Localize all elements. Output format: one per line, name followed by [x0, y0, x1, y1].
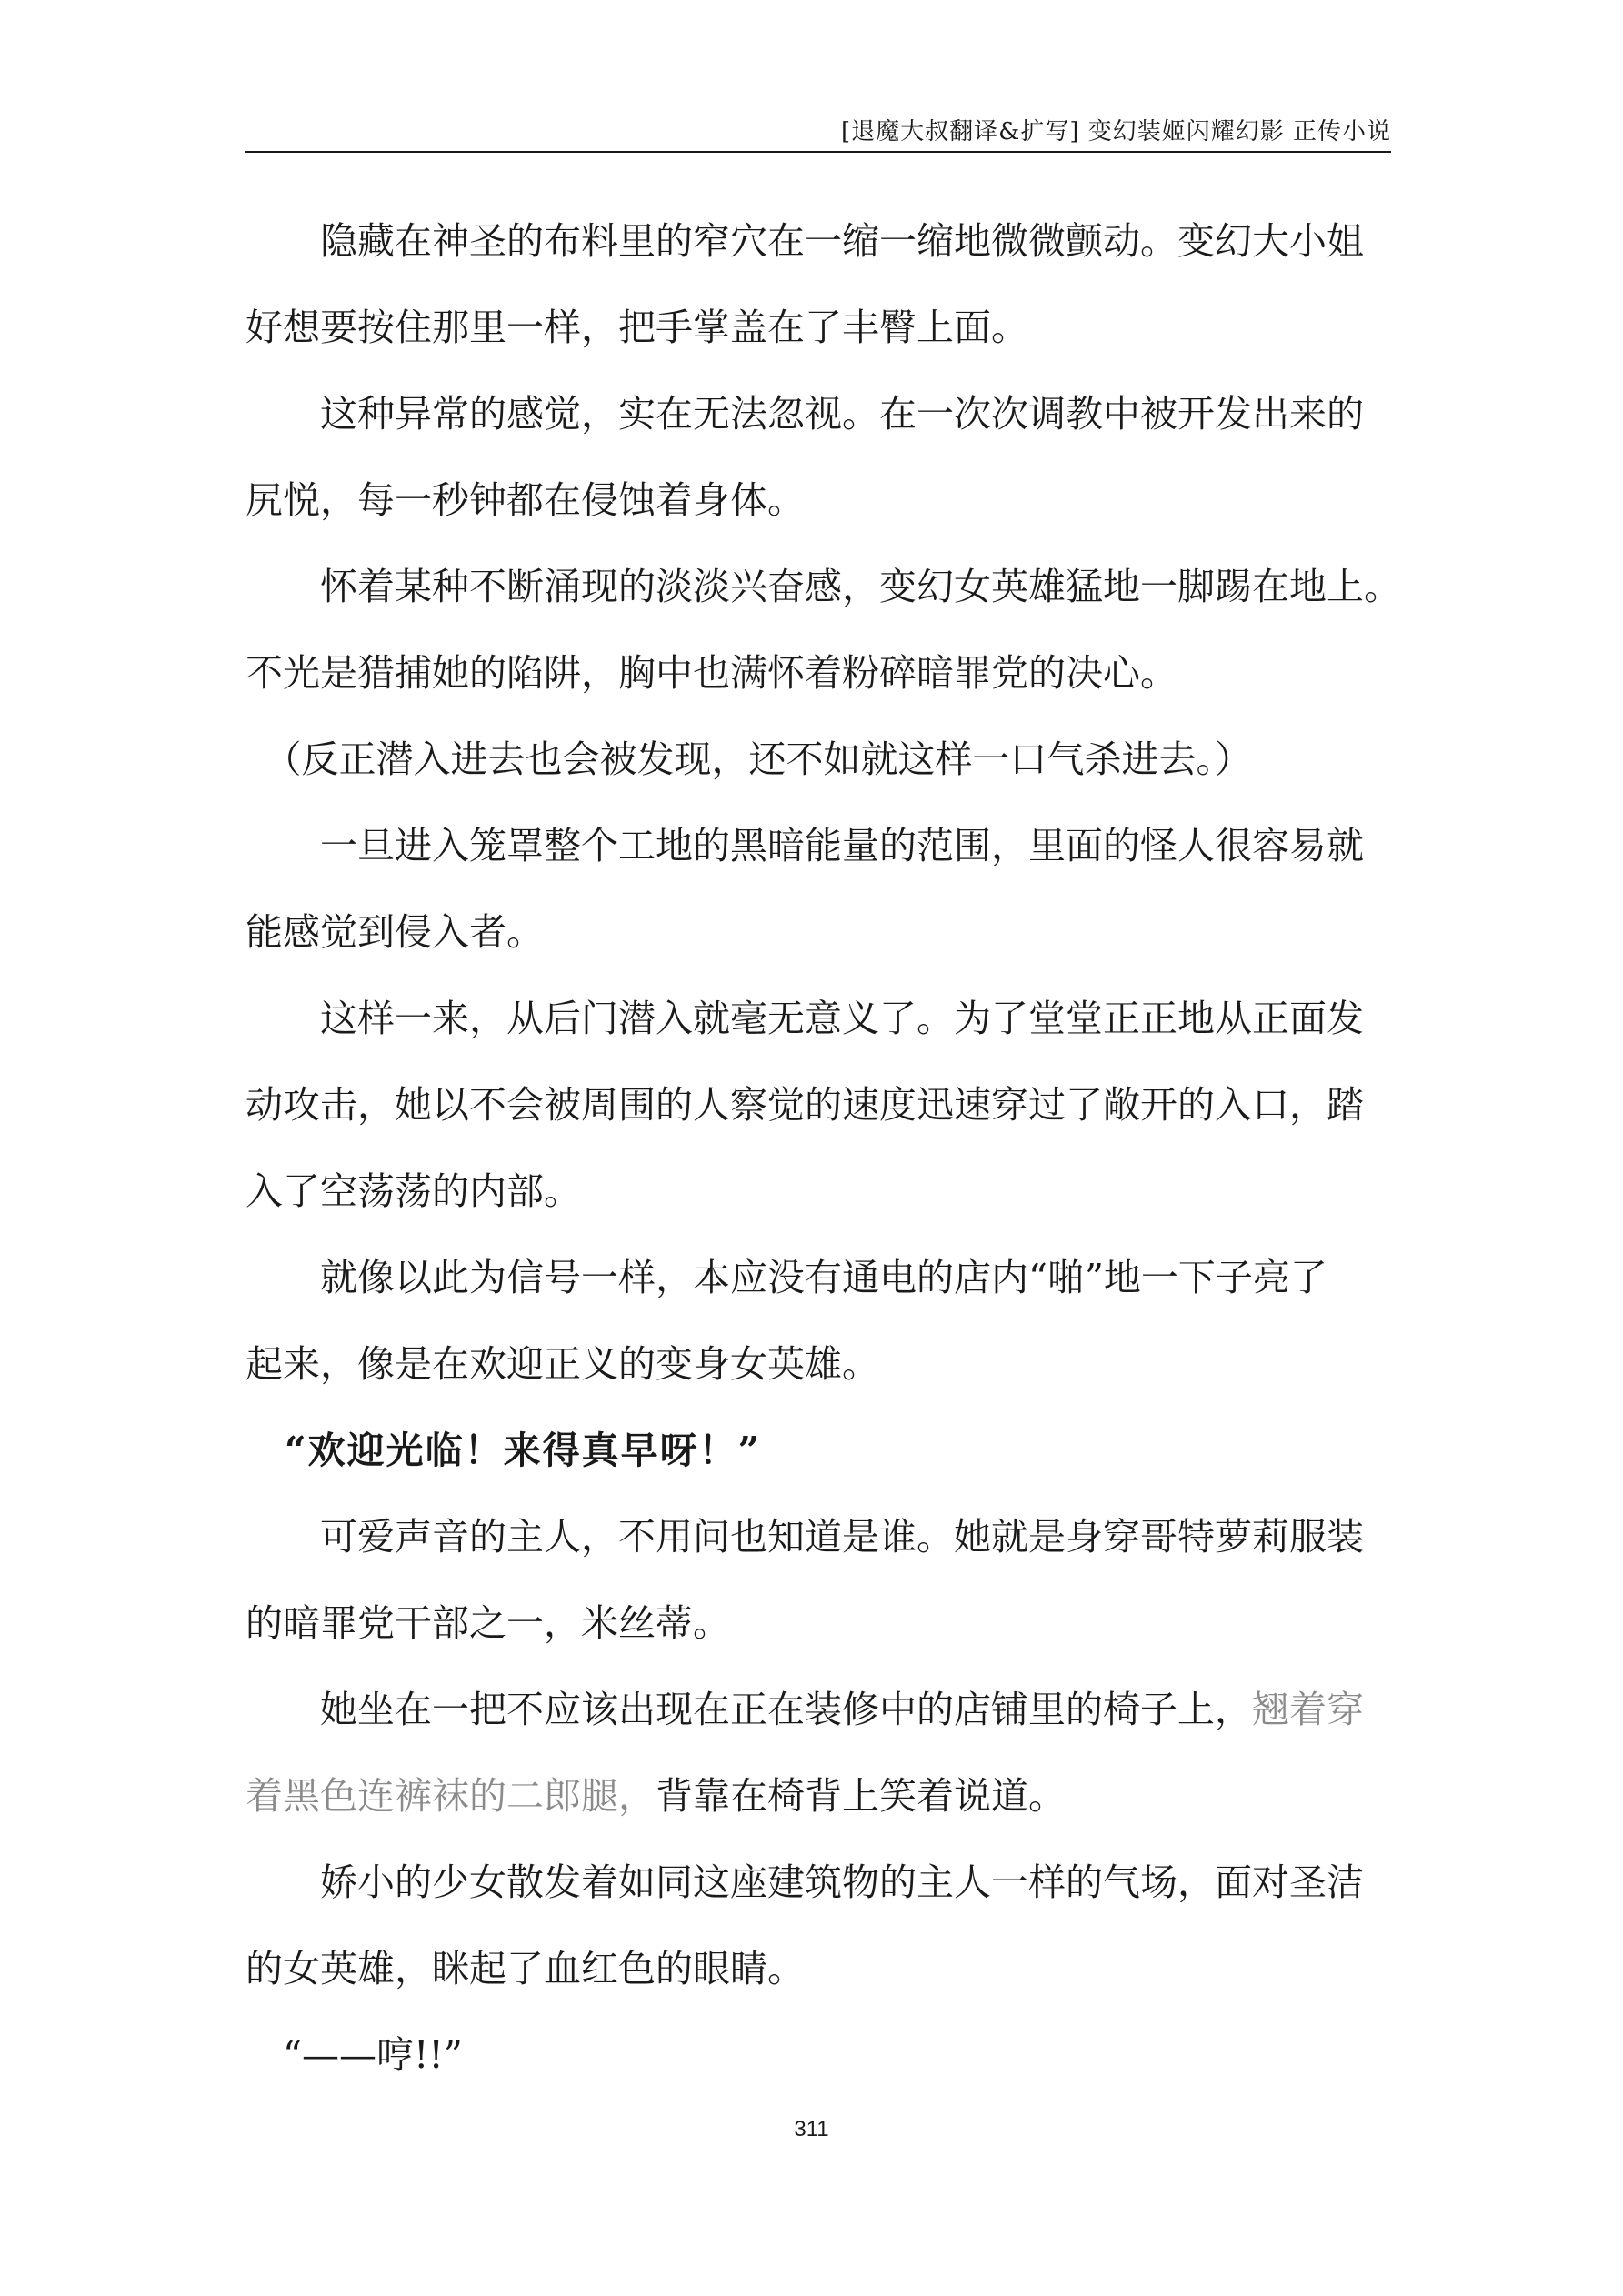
paragraph-line: 起来，像是在欢迎正义的变身女英雄。	[245, 1342, 879, 1386]
page-header: [退魔大叔翻译&扩写] 变幻装姬闪耀幻影 正传小说	[841, 118, 1391, 145]
paragraph-line: 的暗罪党干部之一，米丝蒂。	[245, 1601, 730, 1645]
paragraph-line	[245, 1667, 1391, 1753]
paragraph-line: 一旦进入笼罩整个工地的黑暗能量的范围，里面的怪人很容易就	[245, 824, 1364, 867]
dialogue-line: “欢迎光临！来得真早呀！”	[245, 1429, 762, 1472]
paragraph-line: 隐藏在神圣的布料里的窄穴在一缩一缩地微微颤动。变幻大小姐	[245, 219, 1364, 263]
paragraph-line: 好想要按住那里一样，把手掌盖在了丰臀上面。	[245, 306, 1028, 349]
paragraph-line: 就像以此为信号一样，本应没有通电的店内“啪”地一下子亮了	[245, 1256, 1327, 1299]
paragraph-line: （反正潜入进去也会被发现，还不如就这样一口气杀进去。）	[245, 737, 1252, 781]
paragraph-line: 这样一来，从后门潜入就毫无意义了。为了堂堂正正地从正面发	[245, 997, 1364, 1040]
paragraph-line: 尻悦，每一秒钟都在侵蚀着身体。	[245, 478, 805, 522]
dialogue-line: “——哼!!”	[245, 2033, 463, 2077]
text-segment: 她坐在一把不应该出现在正在装修中的店铺里的椅子上，	[245, 1688, 1252, 1731]
paragraph-line: 怀着某种不断涌现的淡淡兴奋感，变幻女英雄猛地一脚踢在地上。	[245, 565, 1401, 608]
paragraph-line: 的女英雄，眯起了血红色的眼睛。	[245, 1947, 805, 1990]
gray-text-segment: 翘着穿	[1252, 1688, 1364, 1731]
header-rule	[245, 151, 1391, 153]
page-number: 311	[794, 2117, 829, 2141]
paragraph-line: 不光是猎捕她的陷阱，胸中也满怀着粉碎暗罪党的决心。	[245, 651, 1177, 695]
paragraph-line: 这种异常的感觉，实在无法忽视。在一次次调教中被开发出来的	[245, 392, 1364, 436]
paragraph-line	[245, 1753, 1391, 1840]
paragraph-line: 动攻击，她以不会被周围的人察觉的速度迅速穿过了敞开的入口，踏	[245, 1083, 1364, 1127]
paragraph-line: 可爱声音的主人，不用问也知道是谁。她就是身穿哥特萝莉服装	[245, 1515, 1364, 1559]
gray-text-segment: 着黑色连裤袜的二郎腿，	[245, 1774, 656, 1818]
text-segment: 背靠在椅背上笑着说道。	[656, 1774, 1066, 1818]
paragraph-line: 入了空荡荡的内部。	[245, 1169, 581, 1213]
paragraph-line: 娇小的少女散发着如同这座建筑物的主人一样的气场，面对圣洁	[245, 1860, 1364, 1904]
paragraph-line: 能感觉到侵入者。	[245, 910, 544, 954]
